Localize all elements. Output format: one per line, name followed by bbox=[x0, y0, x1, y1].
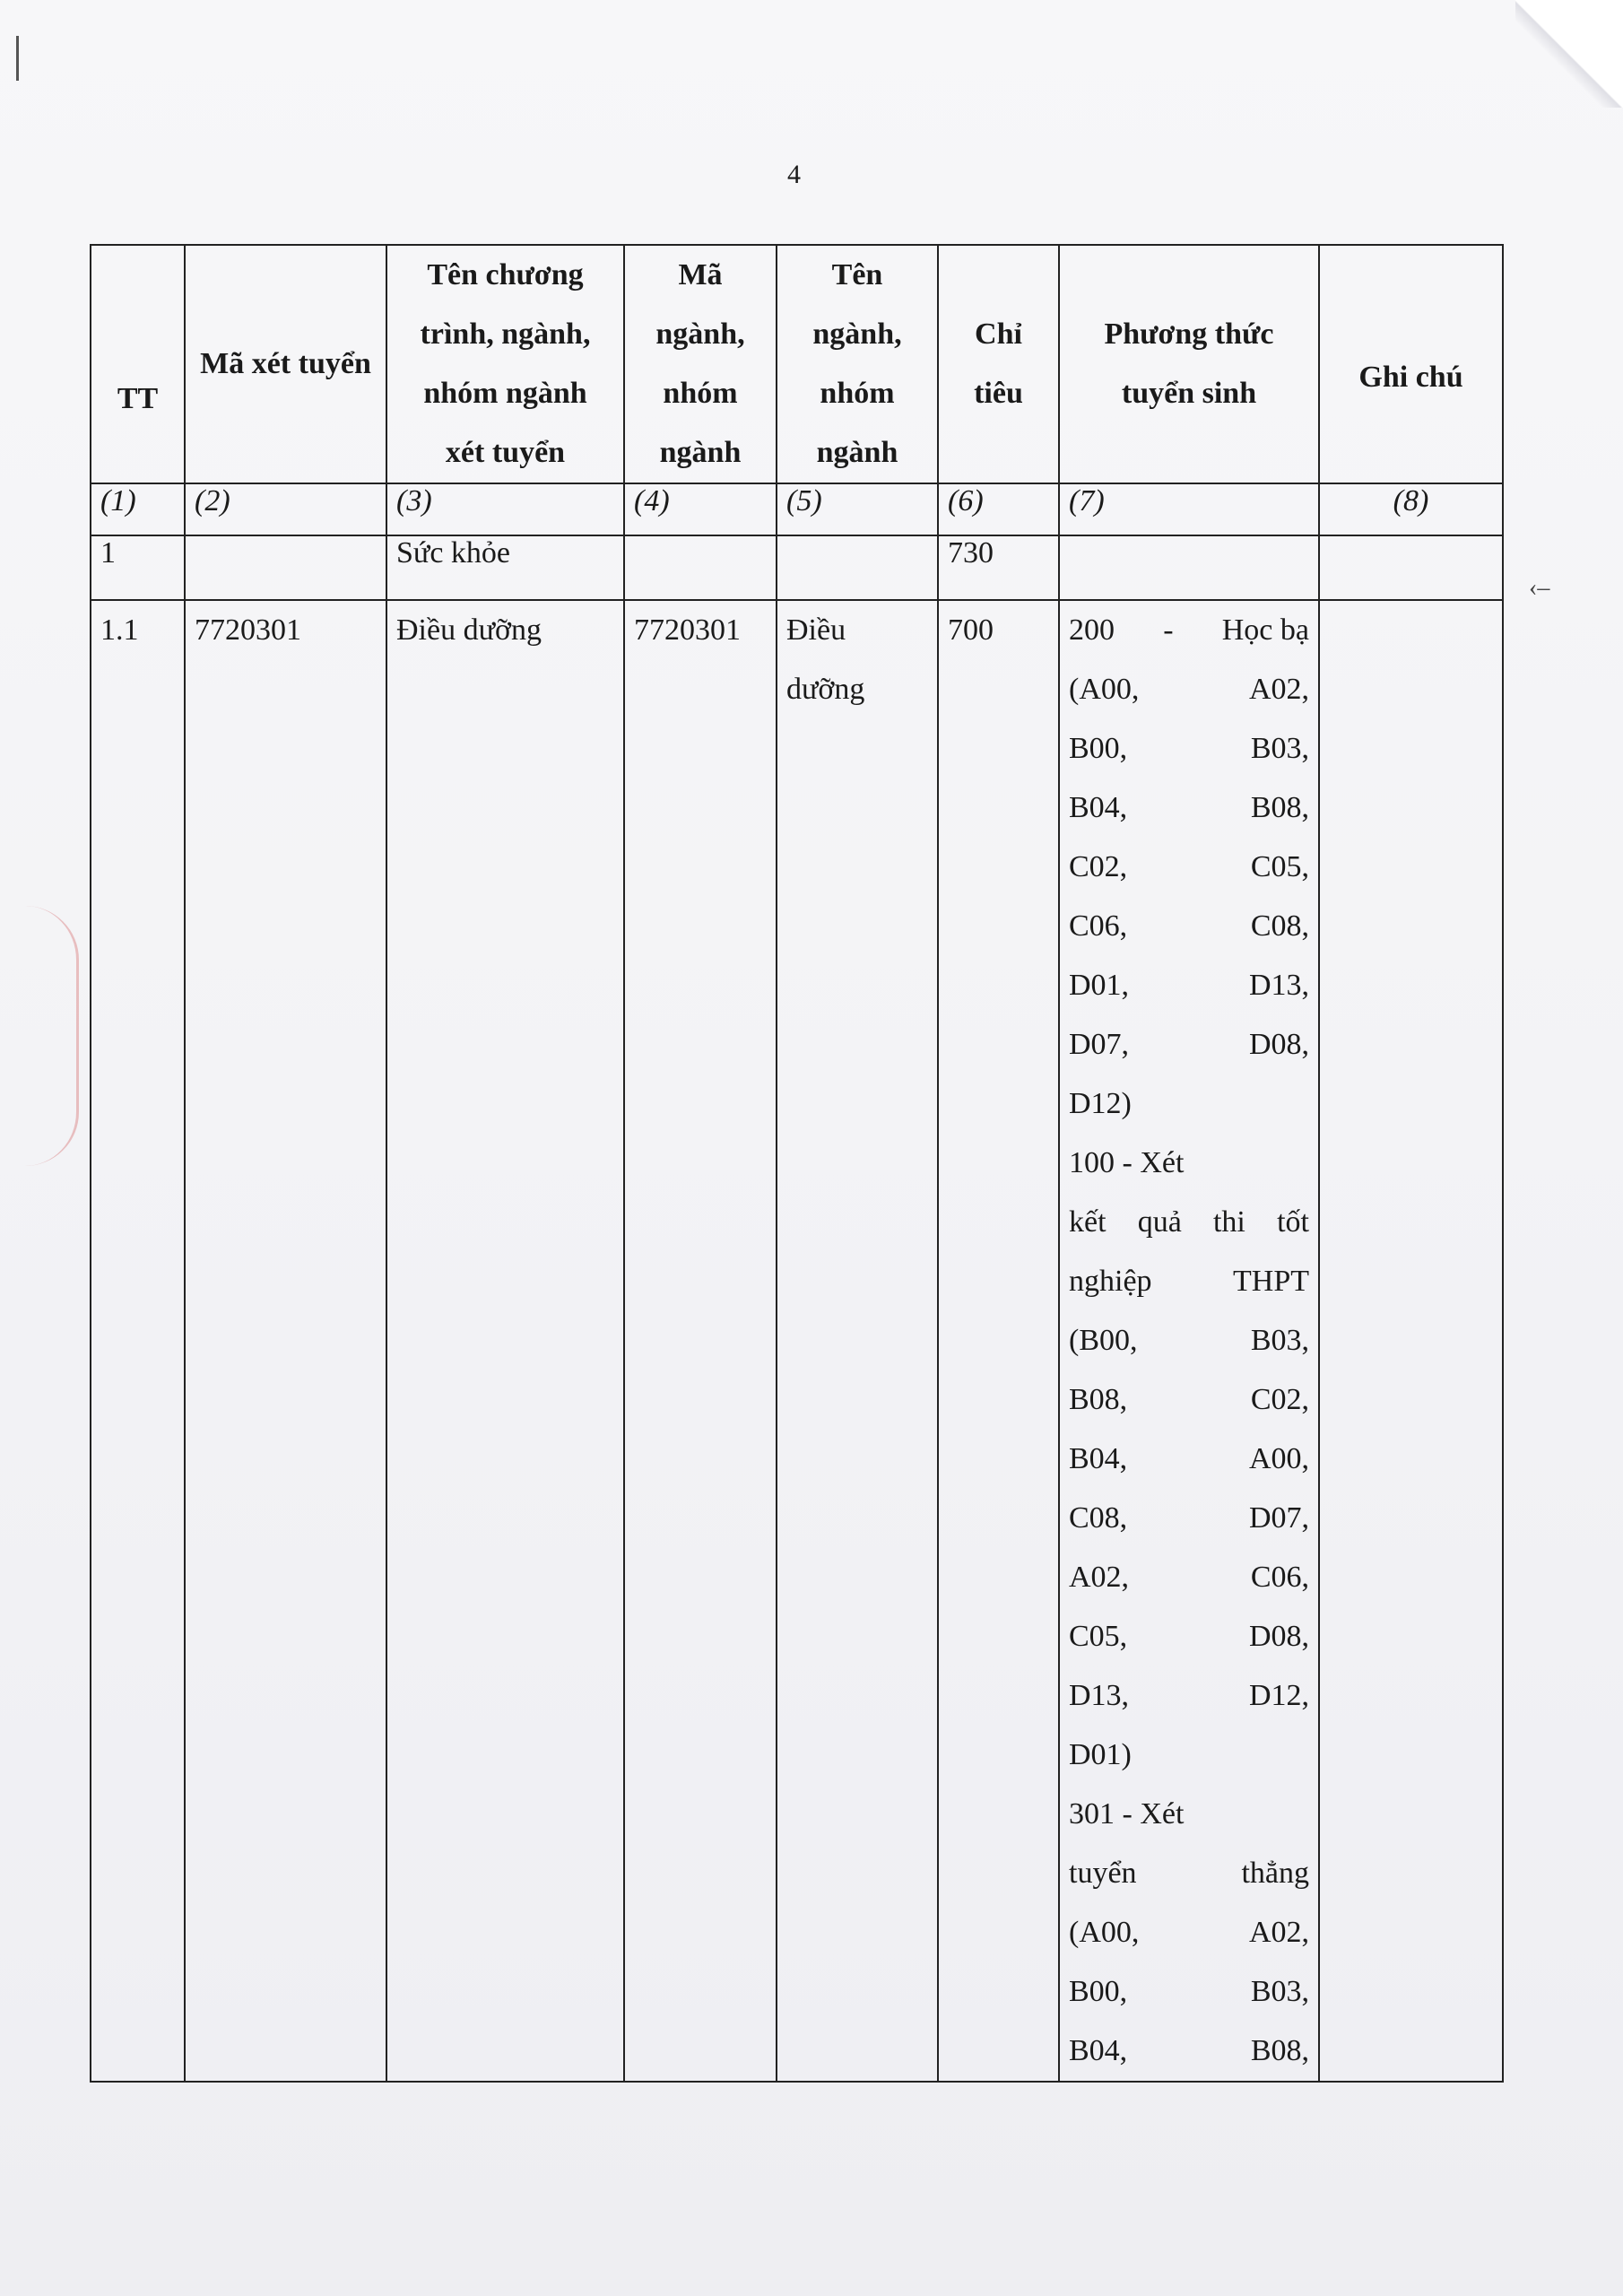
phuong-thuc-line bbox=[1069, 838, 1309, 897]
phuong-thuc-word: quả bbox=[1137, 1205, 1182, 1239]
phuong-thuc-word: D13, bbox=[1248, 969, 1309, 1002]
header-ten-chuong-trinh: Tên chương trình, ngành, nhóm ngành xét tuyển bbox=[386, 245, 624, 483]
phuong-thuc-word: tốt bbox=[1277, 1205, 1309, 1239]
group-name: Sức khỏe bbox=[386, 535, 624, 600]
group-ghi-chu bbox=[1319, 535, 1503, 600]
phuong-thuc-word: D13, bbox=[1069, 1679, 1130, 1712]
phuong-thuc-word: D07, bbox=[1248, 1501, 1309, 1535]
phuong-thuc-word: B04, bbox=[1069, 791, 1128, 824]
phuong-thuc-word: (A00, bbox=[1069, 673, 1140, 706]
col-number: (2) bbox=[185, 483, 386, 535]
phuong-thuc-word: B03, bbox=[1250, 1975, 1309, 2008]
phuong-thuc-word: tuyển bbox=[1069, 1857, 1137, 1890]
group-tt: 1 bbox=[91, 535, 185, 600]
group-chi-tieu: 730 bbox=[938, 535, 1059, 600]
phuong-thuc-word: B00, bbox=[1069, 732, 1128, 765]
phuong-thuc-line bbox=[1069, 1607, 1309, 1666]
col-number: (3) bbox=[386, 483, 624, 535]
phuong-thuc-line bbox=[1069, 660, 1309, 719]
phuong-thuc-word: C08, bbox=[1250, 909, 1309, 943]
item-ten-chuong-trinh: Điều dưỡng bbox=[386, 600, 624, 2082]
phuong-thuc-line bbox=[1069, 1134, 1309, 1193]
phuong-thuc-word: C02, bbox=[1069, 850, 1128, 883]
col-number: (8) bbox=[1319, 483, 1503, 535]
phuong-thuc-word: (A00, bbox=[1069, 1916, 1140, 1949]
table-row bbox=[91, 600, 1503, 2082]
col-number: (7) bbox=[1059, 483, 1319, 535]
phuong-thuc-line bbox=[1069, 1548, 1309, 1607]
phuong-thuc-word: C02, bbox=[1250, 1383, 1309, 1416]
phuong-thuc-word: B08, bbox=[1250, 2034, 1309, 2067]
header-ghi-chu: Ghi chú bbox=[1319, 245, 1503, 483]
phuong-thuc-word: (B00, bbox=[1069, 1324, 1138, 1357]
phuong-thuc-line bbox=[1069, 2022, 1309, 2081]
admissions-table bbox=[90, 244, 1504, 2083]
page-number: 4 bbox=[787, 160, 801, 189]
phuong-thuc-word: - bbox=[1163, 613, 1174, 647]
phuong-thuc-word: Học bạ bbox=[1221, 613, 1309, 647]
phuong-thuc-line bbox=[1069, 1844, 1309, 1903]
header-ma-xet-tuyen: Mã xét tuyển bbox=[185, 245, 386, 483]
phuong-thuc-line bbox=[1069, 601, 1309, 660]
item-ten-nganh: Điều dưỡng bbox=[777, 600, 938, 2082]
phuong-thuc-word: C05, bbox=[1250, 850, 1309, 883]
item-ghi-chu bbox=[1319, 600, 1503, 2082]
col-number: (4) bbox=[624, 483, 777, 535]
column-number-row bbox=[91, 483, 1503, 535]
col-number: (6) bbox=[938, 483, 1059, 535]
phuong-thuc-word: D01) bbox=[1069, 1738, 1132, 1771]
phuong-thuc-word: D08, bbox=[1248, 1028, 1309, 1061]
phuong-thuc-line bbox=[1069, 1903, 1309, 1962]
header-row bbox=[91, 245, 1503, 483]
phuong-thuc-word: A02, bbox=[1248, 673, 1309, 706]
margin-mark: ‹– bbox=[1529, 574, 1550, 602]
header-tt: TT bbox=[91, 245, 185, 483]
group-ten-nganh bbox=[777, 535, 938, 600]
stamp-fragment bbox=[0, 906, 79, 1166]
phuong-thuc-line bbox=[1069, 719, 1309, 778]
phuong-thuc-word: C05, bbox=[1069, 1620, 1128, 1653]
header-phuong-thuc: Phương thức tuyển sinh bbox=[1059, 245, 1319, 483]
phuong-thuc-word: B08, bbox=[1250, 791, 1309, 824]
phuong-thuc-word: D12) bbox=[1069, 1087, 1132, 1120]
group-phuong-thuc bbox=[1059, 535, 1319, 600]
phuong-thuc-word: D08, bbox=[1248, 1620, 1309, 1653]
phuong-thuc-line bbox=[1069, 1074, 1309, 1134]
phuong-thuc-word: D01, bbox=[1069, 969, 1130, 1002]
group-ma-xet-tuyen bbox=[185, 535, 386, 600]
phuong-thuc-word: A02, bbox=[1248, 1916, 1309, 1949]
item-ma-nganh: 7720301 bbox=[624, 600, 777, 2082]
phuong-thuc-word: B04, bbox=[1069, 2034, 1128, 2067]
item-phuong-thuc bbox=[1059, 600, 1319, 2082]
phuong-thuc-line bbox=[1069, 1252, 1309, 1311]
group-ma-nganh bbox=[624, 535, 777, 600]
phuong-thuc-line bbox=[1069, 1370, 1309, 1430]
folded-corner bbox=[1515, 0, 1623, 108]
phuong-thuc-line bbox=[1069, 1193, 1309, 1252]
phuong-thuc-word: kết bbox=[1069, 1205, 1107, 1239]
header-chi-tieu: Chỉ tiêu bbox=[938, 245, 1059, 483]
phuong-thuc-word: B03, bbox=[1250, 1324, 1309, 1357]
header-ma-nganh: Mã ngành, nhóm ngành bbox=[624, 245, 777, 483]
phuong-thuc-line bbox=[1069, 956, 1309, 1015]
phuong-thuc-line bbox=[1069, 1311, 1309, 1370]
col-number: (5) bbox=[777, 483, 938, 535]
item-tt: 1.1 bbox=[91, 600, 185, 2082]
phuong-thuc-word: C06, bbox=[1250, 1561, 1309, 1594]
phuong-thuc-word: nghiệp bbox=[1069, 1265, 1152, 1298]
col-number: (1) bbox=[91, 483, 185, 535]
phuong-thuc-line bbox=[1069, 897, 1309, 956]
phuong-thuc-word: A00, bbox=[1248, 1442, 1309, 1475]
phuong-thuc-word: thẳng bbox=[1241, 1857, 1309, 1890]
phuong-thuc-word: D07, bbox=[1069, 1028, 1130, 1061]
phuong-thuc-word: thi bbox=[1212, 1205, 1245, 1239]
phuong-thuc-line bbox=[1069, 1726, 1309, 1785]
phuong-thuc-word: B03, bbox=[1250, 732, 1309, 765]
phuong-thuc-line bbox=[1069, 1666, 1309, 1726]
phuong-thuc-word: B04, bbox=[1069, 1442, 1128, 1475]
phuong-thuc-word: THPT bbox=[1233, 1265, 1309, 1298]
phuong-thuc-line bbox=[1069, 778, 1309, 838]
phuong-thuc-word: 200 bbox=[1069, 613, 1115, 647]
phuong-thuc-word: B00, bbox=[1069, 1975, 1128, 2008]
item-chi-tieu: 700 bbox=[938, 600, 1059, 2082]
phuong-thuc-word: 100 - Xét bbox=[1069, 1146, 1185, 1179]
phuong-thuc-word: C06, bbox=[1069, 909, 1128, 943]
header-ten-nganh: Tên ngành, nhóm ngành bbox=[777, 245, 938, 483]
phuong-thuc-word: A02, bbox=[1069, 1561, 1130, 1594]
phuong-thuc-line bbox=[1069, 1015, 1309, 1074]
phuong-thuc-word: 301 - Xét bbox=[1069, 1797, 1185, 1831]
phuong-thuc-line bbox=[1069, 1962, 1309, 2022]
item-ma-xet-tuyen: 7720301 bbox=[185, 600, 386, 2082]
phuong-thuc-word: D12, bbox=[1248, 1679, 1309, 1712]
phuong-thuc-line bbox=[1069, 1430, 1309, 1489]
phuong-thuc-word: C08, bbox=[1069, 1501, 1128, 1535]
phuong-thuc-line bbox=[1069, 1785, 1309, 1844]
phuong-thuc-word: B08, bbox=[1069, 1383, 1128, 1416]
phuong-thuc-line bbox=[1069, 1489, 1309, 1548]
scan-edge-mark bbox=[16, 36, 31, 81]
group-row bbox=[91, 535, 1503, 600]
